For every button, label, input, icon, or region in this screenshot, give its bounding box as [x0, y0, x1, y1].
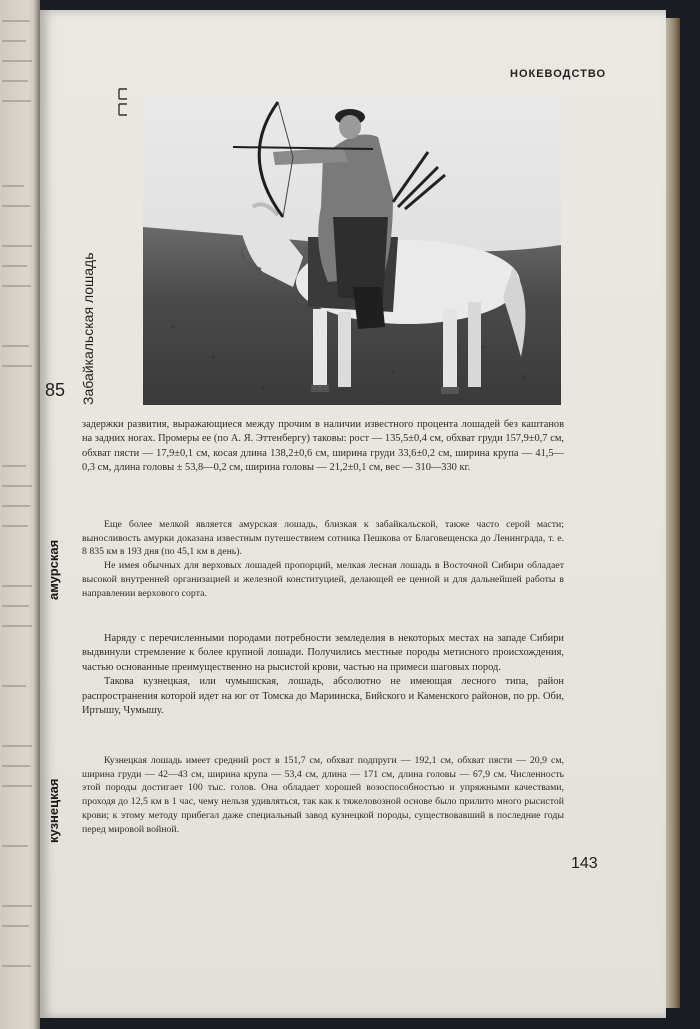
- page-number: 143: [571, 855, 598, 872]
- photo-caption: Забайкальская лошадь: [80, 252, 96, 405]
- rider-archer-photo: [143, 97, 561, 405]
- running-head: НОКЕВОДСТВО: [510, 68, 607, 80]
- paragraph-forest-horse: Не имея обычных для верховых лошадей пропорций, мелкая лесная лошадь в Восточной Сибири обладает высокой внутренней организацией и железной конституцией, делающей ее ценной и для дальнейшей работы в направлении верхового сорта.: [82, 560, 564, 599]
- paragraph-kuznetsk-measurements: Кузнецкая лошадь имеет средний рост в 151,7 см, обхват подпруги — 192,1 см, обхват пясти — 20,9 см, ширина груди — 42—43 см, ширина крупа — 53,4 см, длина — 171 см, длина головы — 67,9 см. Численность этой породы достигает 100 тыс. голов. Она обладает хорошей возоспособностью и упряжными качествами, проходя до 12,5 км в 1 час, чему нельзя удивляться, так как к тяжеловозной основе было прилито много рысистой крови; к этому методу прибегал даже специальный завод кузнецкой породы, существовавший в последние годы перед мировой войной.: [82, 755, 564, 835]
- side-heading-amurskaya: амурская: [46, 539, 61, 600]
- main-text-kuznetsk-details: [82, 754, 564, 836]
- main-text-small: [82, 518, 564, 600]
- main-text-lower: [82, 632, 564, 718]
- figure-page-number: 85: [45, 380, 66, 400]
- paragraph-amur-horse: Еще более мелкой является амурская лошадь, близкая к забайкальской, также часто серой масти; выносливость амурки доказана известным путешествием сотника Пешкова от Благовещенска до Ленинграда, т. е. 8 835 км в 193 дня (по 45,1 км в день).: [82, 519, 564, 558]
- main-text-upper: [82, 418, 564, 476]
- page-stack-edge: [666, 18, 680, 1008]
- side-heading-kuznetskaya: кузнецкая: [46, 778, 61, 843]
- facing-page-edge: [0, 0, 40, 1029]
- bracket-mark-icon: [117, 87, 129, 117]
- paragraph-local-breeds: Наряду с перечисленными породами потребности земледелия в некоторых местах на западе Сибири выдвинули стремление к более крупной лошади. Получились местные породы метисного происхождения, частью основанные преимущественно на рысистой крови, частью на примеси шаговых пород.: [82, 633, 564, 673]
- paragraph-kuznetsk-horse: Такова кузнецкая, или чумышская, лошадь, абсолютно не имеющая лесного типа, район распространения которой идет на юг от Томска до Мариинска, Бийского и Каменского районов, по рр. Оби, Иртышу, Чумышу.: [82, 676, 564, 717]
- paragraph-measurements: задержки развития, выражающиеся между прочим в наличии известного процента лошадей без каштанов на задних ногах. Промеры ее (по А. Я. Эттенбергу) таковы: рост — 135,5±0,4 см, обхват груди 157,9±0,7 см, обхват пясти — 17,9±0,1 см, косая длина 138,2±0,6 см, ширина груди 33,6±0,2 см, ширина крупа — 41,5—0,3 см, длина головы ± 53,8—0,2 см, ширина головы — 21,2±0,1 см, вес — 310—330 кг.: [82, 419, 564, 474]
